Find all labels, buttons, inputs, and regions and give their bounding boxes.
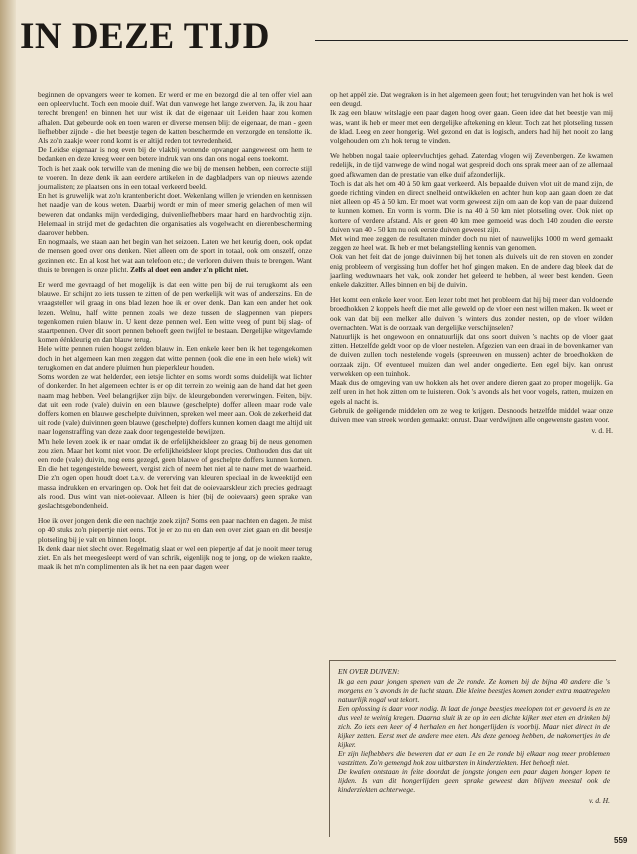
paragraph: Maak dus de omgeving van uw hokken als het over andere dieren gaat zo proper mogelijk. Ga zelf uren in het hok zitten om te luisteren. Ook 's avonds als het voor vogels, ratten, muizen en egels al nacht is. <box>330 378 613 406</box>
paragraph: M'n hele leven zoek ik er naar omdat ik de erfelijkheidsleer zo graag bij de neus genomen zou zien. Maar het komt niet voor. De erfelijkheidsleer klopt precies. Onthouden dus dat uit een rode (vale) duivin, nog eens gezegd, geen blauwe of geschelpte doffers kunnen komen. En die het tegengestelde beweert, vergist zich of neem het niet al te nauw met de waarheid. Die z'n ogen open houdt doet t.a.v. de vererving van kleuren speciaal in de kweektijd een massa indrukken en ervaringen op. Ook het feit dat de ooievaarskleur zich precies gedraagt als rood. Dus wint van niet-ooievaar. Alleen is hier (bij de ooievaars) geen sprake van geslachtsgebondenheid. <box>38 436 312 510</box>
paragraph: Toch is dat als het om 40 à 50 km gaat verkeerd. Als bepaalde duiven vlot uit de mand zijn, de goede richting vinden en direct snelheid ontwikkelen en achter hun kop aan gaan doen ze dat niet alleen op 45 à 50 km. Er moet wat vorm geweest zijn om aan de kop van de paar duizend te kunnen komen. En vorm is vorm. Die is na 40 à 50 km niet plotseling over. Ook niet op kortere of verdere afstand. Als er geen 40 km mee gemoeid was doch 140 zouden die eerste duiven van 40 - 50 km nu ook eerste duiven geweest zijn. <box>330 178 613 234</box>
paragraph: En het is gruwelijk wat zo'n krantenbericht doet. Wekenlang willen je vrienden en kennissen het naadje van de kous weten. Daarbij wordt er min of meer smerig gelachen of men wil beweren dat ondanks mijn verdediging, duivenliefhebbers maar hard en hardvochtig zijn. Helemaal in strijd met de gedachten die organisaties als vogelwacht en dierenbescherming daarover hebben. <box>38 191 312 238</box>
paragraph: Het komt een enkele keer voor. Een lezer tobt met het probleem dat hij bij meer dan voldoende broedhokken 2 koppels heeft die met alle geweld op de vloer een nest willen maken. Ik weet er ook van dat bij een melker alle duiven 's winters dus zonder nesten, op de vloer wilden overnachten. Wat is de oorzaak van dergelijke verschijnselen? <box>330 295 613 332</box>
paragraph: We hebben nogal taaie opleervluchtjes gehad. Zaterdag vlogen wij Zevenbergen. Ze kwamen redelijk, in de tijd vanwege de wind nogal wat gespreid doch ons sprak meer aan of ze allemaal goed afkwamen dan de prestatie van elke duif afzonderlijk. <box>330 151 613 179</box>
author-signature: v. d. H. <box>591 426 613 436</box>
paragraph: Natuurlijk is het ongewoon en onnatuurlijk dat ons soort duiven 's nachts op de vloer gaat zitten. Hetzelfde geldt voor op de vloer nestelen. Afgezien van een draai in de bovenkamer van de duiven zullen toch nestelende vogels (spreeuwen en mussen) achter de broedhokken de oorzaak zijn. Of eventueel muizen dan wel ander ongedierte. Een egel bijv. kan onrust verwekken op een tuinhok. <box>330 332 613 378</box>
paragraph: Ik denk daar niet slecht over. Regelmatig slaat er wel een piepertje af dat je nooit meer terug ziet. En als het meegesleept werd of van schrik, eigenlijk nog te jong, op de wieken raakte, maak ik het m'n complimenten als ik het na een paar dagen weer <box>38 543 312 572</box>
paragraph: Soms worden ze wat helderder, een ietsje lichter en soms wordt soms duidelijk wat lichter of donkerder. In het algemeen echter is er op dit terrein zo weinig aan de hand dat het geen naam mag hebben. Veel belangrijker zijn bijv. de kleurgebonden vererwingen. Feiten, bijv. dat uit een rode (vale) duivin en een blauwe (geschelpte) doffer alleen maar rode vale doffers komen en blauwe geschelpte duivinnen, spreken wel meer aan. Ook de zekerheid dat uit rode (vale) duivinnen geen blauwe (geschelpte) doffers kunnen komen daagt me altijd uit naar logenstraffing van deze zaak door tegengestelde bewijzen. <box>38 372 312 437</box>
paragraph: Ook van het feit dat de jonge duivinnen bij het tonen als duivels uit de ren stoven en zonder enig probleem of vergissing hun doffer het hof gingen maken. En de andere dag bleek dat de jaarling weduwnaars het vak, ook zonder het geleerd te hebben, al weer best kenden. Geen enkele dakzitter. Alles binnen en bij de duivin. <box>330 252 613 290</box>
page-title: IN DEZE TIJD <box>20 16 271 57</box>
box-paragraph: De kwalen ontstaan in feite doordat de jongste jongen een paar dagen honger lopen te lijden. Is van dit hongerlijden geen sprake geweest dan blijven meestal ook de kinderziekten achterwege. <box>338 767 610 794</box>
left-column <box>38 90 312 571</box>
paragraph: Er werd me gevraagd of het mogelijk is dat een witte pen bij de rui terugkomt als een blauwe. Er schijnt zo iets tussen te zitten of de pen werkelijk wit was of anderszins. En de vraagsteller wil graag in ons blad lezen hoe ik er over denk. Dan kan een ander het ook lezen. Welnu, half witte pennen zoals we deze tussen de slagpennen van piepers tegenkomen ruien blauw in. U kent deze pennen wel. Een witte veeg of punt bij slag- of staartpennen. Over dit soort pennen behoeft geen twijfel te bestaan. Dergelijke witgevlamde komen éénkleurig en dan blauw terug. <box>38 280 312 345</box>
box-paragraph: Er zijn liefhebbers die beweren dat er aan 1e en 2e ronde bij elkaar nog meer problemen vastzitten. Zo'n gemengd hok zou uitbarsten in kinderziekten. Het behoeft niet. <box>338 749 610 767</box>
paragraph-text: En nogmaals, we staan aan het begin van het seizoen. Laten we het keurig doen, ook opdat de mensen goed over ons denken. Niet alleen om de sport in totaal, ook om onszelf, onze gezinnen etc. En al kost het wat aan telefoon etc.; de verloren duiven thuis te brengen. Want thuis te brengen is onze plicht. <box>38 237 312 274</box>
paragraph: Hoe ik over jongen denk die een nachtje zoek zijn? Soms een paar nachten en dagen. Je mist op 40 stuks zo'n piepertje niet eens. Tot je er zo nu en dan een over ziet gaan en dit beestje plotseling bij je valt en binnen loopt. <box>38 516 312 544</box>
box-paragraph: Een oplossing is daar voor nodig. Ik laat de jonge beestjes meelopen tot er gevoerd is en ze dus veel te weinig kregen. Daarna sluit ik ze op in een dichte kijker met eten en drinken bij zich. Zo iets een keer of 4 herhalen en het hongerlijden is voorbij. Maar niet direct in de kijker zetten. Eerst met de andere mee eten. Als deze genoeg hebben, de nakomertjes in de kijker. <box>338 704 610 749</box>
emphasis-text: Zelfs al doet een ander z'n plicht niet. <box>130 264 249 274</box>
page-number: 559 <box>614 836 628 845</box>
masthead <box>20 16 628 57</box>
paragraph: Gebruik de geëigende middelen om ze weg te krijgen. Desnoods hetzelfde middel waar onze duiven mee van streek worden gemaakt: onrust. Daar verdwijnen alle ongewenste gasten voor. <box>330 405 613 424</box>
sidebar-box <box>329 660 616 837</box>
paragraph: op het appèl zie. Dat wegraken is in het algemeen geen fout; het terugvinden van het hok is wel een deugd. <box>330 90 613 109</box>
box-content <box>338 667 610 805</box>
box-paragraph: Ik ga een paar jongen spenen van de 2e ronde. Ze komen bij de bijna 40 andere die 's morgens en 's avonds in de lucht staan. Die kleine beestjes komen zonder extra maatregelen natuurlijk nogal wat tekort. <box>338 677 610 704</box>
paragraph <box>38 237 312 274</box>
paragraph: Hele witte pennen ruien hoogst zelden blauw in. Een enkele keer ben ik het tegengekomen doch in het algemeen kan men zeggen dat witte pennen (ook die ene in een hele wiek) wit terugkomen en dat andere pluimen hun pieperkleur houden. <box>38 344 312 372</box>
paragraph: Toch is het zaak ook terwille van de mening die we bij de mensen hebben, een correcte stijl te voeren. In deze denk ik aan eerdere artikelen in de dagbladpers van op nieuws azende journalisten; ze plaatsen ons in een totaal verkeerd beeld. <box>38 163 312 192</box>
title-rule <box>315 40 628 41</box>
binding-shadow <box>0 0 16 854</box>
paragraph: De Leidse eigenaar is nog even bij de vlakbij wonende opvanger aangeweest om hem te bedanken en deze kreeg weer een betere indruk van ons dan ons nogal eens toekomt. <box>38 145 312 164</box>
paragraph: beginnen de opvangers weer te komen. Er werd er me en bezorgd die al ten offer viel aan een opleervlucht. Toch een mooie duif. Wat dun vanwege het lange zwerven. Ja, ik zou haar terecht brengen! en binnen het uur wist ik dat de eigenaar uit Leiden haar zou komen afhalen. Dat gebeurde ook en toen waren er diverse mensen blij: de eigenaar, de man - geen liefhebber zijnde - die het beestje tegen de katten beschermde en verzorgde en tenslotte ik. Als zo'n zaakje weer rond komt is er altijd reden tot tevredenheid. <box>38 90 312 146</box>
paragraph: Met wind mee zeggen de resultaten minder doch nu niet of nauwelijks 1000 m werd gemaakt zeggen ze heel wat. Ik heb er met belangstelling kennis van genomen. <box>330 234 613 253</box>
right-column <box>330 90 613 439</box>
paragraph: Ik zag een blauw witslagje een paar dagen hoog over gaan. Geen idee dat het beestje van mij was, want ik heb er meer met een dergelijke aftekening en kleur. Toch zat het plotseling tussen de klad. Leeg en zeer hongerig. Wel gezond en dat is logisch, anders had hij het nooit zo lang volgehouden om z'n hok terug te vinden. <box>330 108 613 146</box>
box-signature: v. d. H. <box>588 796 610 805</box>
box-heading: EN OVER DUIVEN: <box>338 667 400 676</box>
